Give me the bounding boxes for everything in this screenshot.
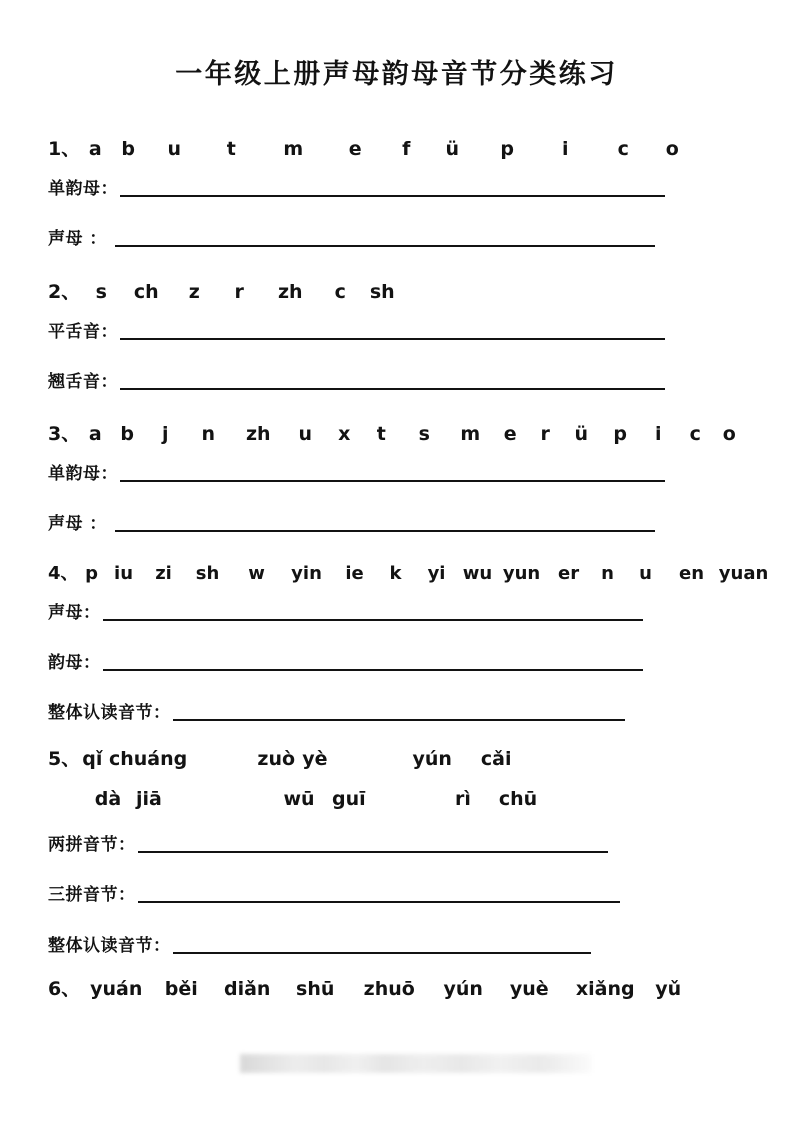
- question-1-answer-row-2: [48, 224, 778, 250]
- pinyin-token: o: [665, 138, 679, 160]
- question-4-answer-row-1: [48, 598, 778, 624]
- answer-line[interactable]: [173, 719, 625, 721]
- pinyin-word: yuán: [90, 978, 143, 1000]
- question-block-5: [48, 750, 778, 957]
- pinyin-token: u: [167, 138, 181, 160]
- answer-label: 声母：: [48, 602, 101, 623]
- answer-label: 两拼音节：: [48, 834, 136, 855]
- question-3-number: 3、: [48, 423, 81, 445]
- pinyin-token: m: [460, 423, 481, 445]
- pinyin-token: c: [689, 423, 701, 445]
- question-6-tokens: [82, 980, 688, 1000]
- question-5-answer-row-1: [48, 830, 778, 856]
- pinyin-token: c: [334, 281, 346, 303]
- pinyin-token: ü: [445, 138, 459, 160]
- question-2-answer-row-1: [48, 317, 778, 343]
- question-block-6: [48, 980, 778, 1000]
- pinyin-token: yun: [502, 563, 541, 584]
- question-block-1: [48, 140, 778, 250]
- pinyin-token: m: [283, 138, 304, 160]
- question-5-tokens-line-1: [82, 750, 522, 770]
- answer-label: 翘舌音：: [48, 371, 118, 392]
- question-1-number: 1、: [48, 138, 81, 160]
- pinyin-token: r: [540, 423, 550, 445]
- pinyin-token: zi: [155, 563, 172, 584]
- question-5-prompt-line-2: [48, 788, 778, 810]
- answer-label: 单韵母：: [48, 178, 118, 199]
- pinyin-token: u: [298, 423, 312, 445]
- question-6-number: 6、: [48, 978, 81, 1000]
- pinyin-word: xiǎng: [575, 978, 635, 1000]
- pinyin-token: b: [120, 423, 135, 445]
- question-1-prompt: [48, 140, 778, 160]
- question-3-answer-row-2: [48, 509, 778, 535]
- pinyin-token: wu: [462, 563, 493, 584]
- pinyin-token: yin: [291, 563, 322, 584]
- answer-line[interactable]: [138, 851, 608, 853]
- question-4-number: 4、: [48, 563, 79, 584]
- pinyin-token: n: [601, 563, 614, 584]
- pinyin-token: zh: [245, 423, 271, 445]
- question-block-4: [48, 565, 778, 724]
- answer-line[interactable]: [173, 952, 591, 954]
- pinyin-token: er: [557, 563, 580, 584]
- pinyin-word: yún: [412, 748, 452, 770]
- pinyin-token: r: [234, 281, 244, 303]
- question-3-tokens: [82, 425, 744, 445]
- pinyin-token: zh: [277, 281, 303, 303]
- pinyin-word: jiā: [136, 787, 162, 810]
- pinyin-token: p: [500, 138, 515, 160]
- answer-label: 整体认读音节：: [48, 702, 171, 723]
- question-3-prompt: [48, 425, 778, 445]
- pinyin-token: ie: [345, 563, 364, 584]
- pinyin-token: iu: [114, 563, 134, 584]
- question-block-3: [48, 425, 778, 535]
- pinyin-word: yún: [443, 978, 483, 1000]
- pinyin-token: sh: [195, 563, 220, 584]
- answer-label: 声母 ：: [48, 228, 107, 249]
- pinyin-token: yi: [427, 563, 446, 584]
- answer-line[interactable]: [120, 338, 665, 340]
- question-1-tokens: [82, 140, 722, 160]
- question-2-answer-row-2: [48, 367, 778, 393]
- answer-label: 单韵母：: [48, 463, 118, 484]
- pinyin-token: e: [503, 423, 517, 445]
- pinyin-token: i: [561, 138, 569, 160]
- pinyin-word: qǐ chuáng: [82, 748, 188, 770]
- pinyin-token: b: [121, 138, 136, 160]
- pinyin-token: s: [418, 423, 430, 445]
- question-5-tokens-line-2: [80, 788, 544, 810]
- question-4-tokens: [81, 565, 771, 584]
- pinyin-word: yè: [302, 748, 328, 770]
- pinyin-token: z: [188, 281, 200, 303]
- question-6-prompt: [48, 980, 778, 1000]
- question-4-answer-row-3: [48, 698, 778, 724]
- question-5-prompt-line-1: [48, 750, 778, 770]
- answer-line[interactable]: [120, 388, 665, 390]
- pinyin-word: shū: [296, 978, 335, 1000]
- pinyin-token: i: [654, 423, 662, 445]
- answer-line[interactable]: [138, 901, 620, 903]
- pinyin-token: a: [88, 138, 102, 160]
- question-block-2: [48, 283, 778, 393]
- question-2-tokens: [82, 283, 402, 303]
- pinyin-word: diǎn: [224, 978, 271, 1000]
- pinyin-word: wū: [283, 787, 315, 810]
- pinyin-token: p: [85, 563, 98, 584]
- pinyin-token: e: [348, 138, 362, 160]
- answer-line[interactable]: [103, 619, 643, 621]
- pinyin-word: běi: [164, 978, 198, 1000]
- pinyin-token: s: [95, 281, 107, 303]
- pinyin-token: sh: [369, 281, 395, 303]
- pinyin-token: t: [376, 423, 386, 445]
- answer-line[interactable]: [115, 245, 655, 247]
- pinyin-word: yǔ: [655, 978, 682, 1000]
- pinyin-word: zhuō: [363, 978, 415, 1000]
- answer-label: 声母 ：: [48, 513, 107, 534]
- pinyin-token: w: [248, 563, 265, 584]
- pinyin-token: j: [161, 423, 169, 445]
- pinyin-word: dà: [94, 787, 122, 810]
- pinyin-word: guī: [332, 787, 366, 810]
- pinyin-token: f: [402, 138, 411, 160]
- answer-label: 平舌音：: [48, 321, 118, 342]
- pinyin-word: yuè: [509, 978, 549, 1000]
- pinyin-token: c: [617, 138, 629, 160]
- pinyin-token: en: [679, 563, 705, 584]
- pinyin-token: x: [338, 423, 351, 445]
- answer-line[interactable]: [120, 480, 665, 482]
- pinyin-token: ü: [574, 423, 588, 445]
- question-2-prompt: [48, 283, 778, 303]
- pinyin-word: zuò: [257, 748, 296, 770]
- pinyin-token: o: [722, 423, 736, 445]
- answer-label: 韵母：: [48, 652, 101, 673]
- pinyin-token: p: [613, 423, 628, 445]
- pinyin-token: t: [226, 138, 236, 160]
- pinyin-token: ch: [133, 281, 159, 303]
- pinyin-word: rì: [455, 787, 471, 810]
- page-title: 一年级上册声母韵母音节分类练习: [175, 59, 618, 90]
- pinyin-token: k: [389, 563, 402, 584]
- answer-label: 三拼音节：: [48, 884, 136, 905]
- question-5-answer-row-2: [48, 880, 778, 906]
- question-5-answer-row-3: [48, 931, 778, 957]
- pinyin-token: a: [88, 423, 102, 445]
- answer-line[interactable]: [115, 530, 655, 532]
- question-4-prompt: [48, 565, 778, 584]
- answer-line[interactable]: [120, 195, 665, 197]
- question-5-number: 5、: [48, 748, 81, 770]
- answer-label: 整体认读音节：: [48, 935, 171, 956]
- question-2-number: 2、: [48, 281, 81, 303]
- answer-line[interactable]: [103, 669, 643, 671]
- pinyin-token: yuan: [718, 563, 769, 584]
- pinyin-token: n: [201, 423, 215, 445]
- redacted-watermark-bar: [240, 1054, 592, 1073]
- pinyin-word: chū: [498, 787, 538, 810]
- question-4-answer-row-2: [48, 648, 778, 674]
- question-1-answer-row-1: [48, 174, 778, 200]
- pinyin-token: u: [639, 563, 652, 584]
- question-3-answer-row-1: [48, 459, 778, 485]
- pinyin-word: cǎi: [480, 748, 512, 770]
